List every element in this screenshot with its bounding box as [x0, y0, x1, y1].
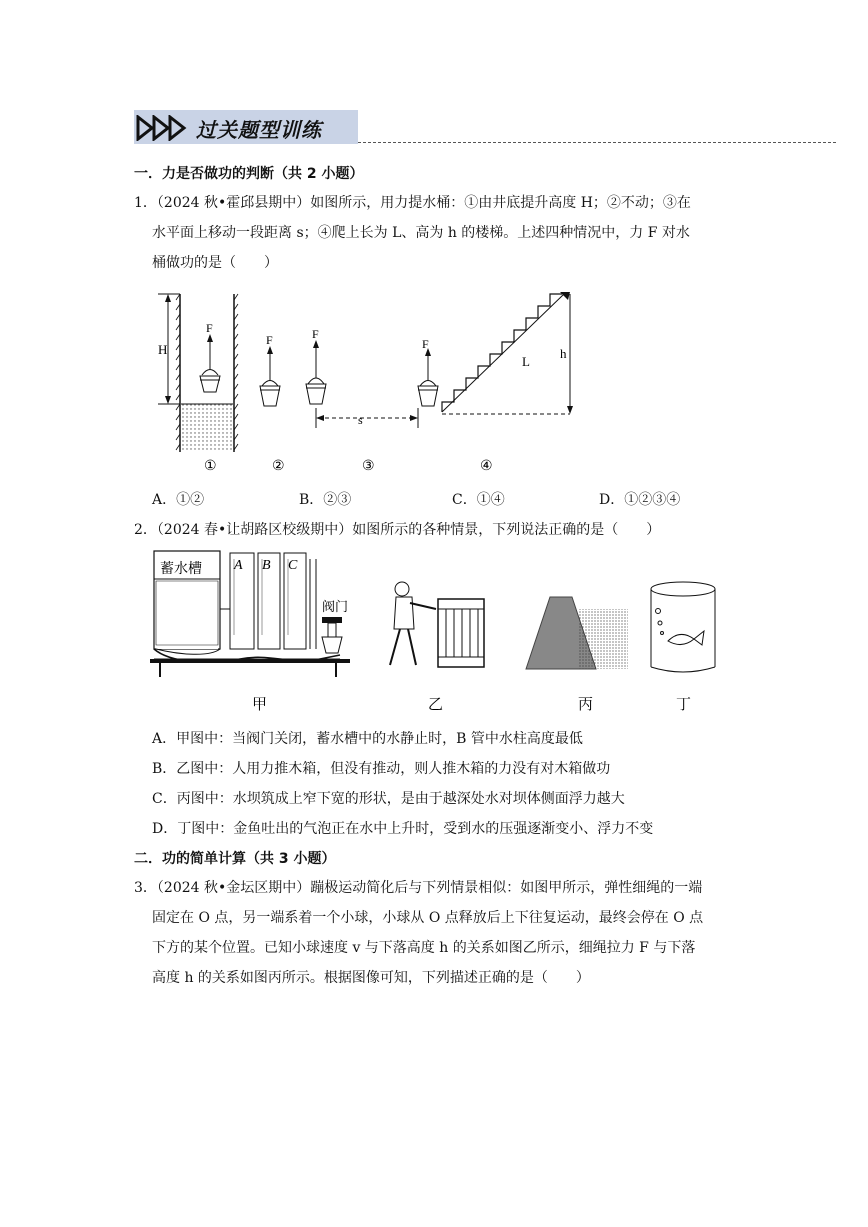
- q2-tank-label: 蓄水槽: [160, 562, 202, 577]
- q2-fig-label-yi: 乙: [428, 697, 444, 713]
- q3-line-1: 3．（2024 秋•金坛区期中）蹦极运动简化后与下列情景相似：如图甲所示，弹性细绳的一端: [134, 880, 703, 896]
- bucket-icon: [260, 346, 280, 406]
- q2-pipe-C: C: [288, 558, 298, 573]
- q2-fig-label-bing: 丙: [578, 697, 594, 713]
- q1-option-a[interactable]: A．①②: [152, 492, 205, 508]
- q1-fig-label-2: ②: [272, 459, 285, 474]
- q1-line-3: 桶做功的是（ ）: [152, 255, 278, 271]
- q3-line-2: 固定在 O 点，另一端系着一个小球，小球从 O 点释放后上下往复运动，最终会停在 O 点: [152, 910, 704, 926]
- svg-text:F: F: [312, 327, 319, 341]
- q2-option-a[interactable]: A．甲图中：当阀门关闭，蓄水槽中的水静止时，B 管中水柱高度最低: [152, 731, 583, 747]
- q2-fig-label-jia: 甲: [252, 697, 268, 713]
- q1-fig-label-1: ①: [204, 459, 217, 474]
- svg-text:F: F: [422, 337, 429, 351]
- q1-line-2: 水平面上移动一段距离 s；④爬上长为 L、高为 h 的楼梯。上述四种情况中，力 F 对水: [152, 225, 690, 241]
- q1-figure: [150, 280, 590, 480]
- bucket-icon: [200, 334, 220, 392]
- q2-valve-label: 阀门: [322, 599, 349, 614]
- q1-label-h: h: [560, 346, 567, 361]
- q1-label-s: s: [358, 413, 363, 427]
- q1-option-d[interactable]: D．①②③④: [599, 492, 681, 508]
- q1-option-b[interactable]: B．②③: [299, 492, 352, 508]
- section-title-2: 二．功的简单计算（共 3 小题）: [134, 851, 336, 867]
- q1-line-1: 1．（2024 秋•霍邱县期中）如图所示，用力提水桶：①由井底提升高度 H；②不动；③在: [134, 195, 691, 211]
- q2-option-d[interactable]: D．丁图中：金鱼吐出的气泡正在水中上升时，受到水的压强逐渐变小、浮力不变: [152, 821, 654, 837]
- divider: [358, 142, 836, 143]
- svg-text:F: F: [266, 333, 273, 347]
- q3-line-3: 下方的某个位置。已知小球速度 v 与下落高度 h 的关系如图乙所示，细绳拉力 F 与下落: [152, 940, 696, 956]
- q1-fig-label-3: ③: [362, 459, 375, 474]
- q2-pipe-A: A: [234, 558, 243, 573]
- q1-label-L: L: [522, 354, 530, 369]
- banner-title: 过关题型训练: [196, 118, 322, 142]
- q1-option-c[interactable]: C．①④: [452, 492, 505, 508]
- q3-line-4: 高度 h 的关系如图丙所示。根据图像可知，下列描述正确的是（ ）: [152, 970, 590, 986]
- q2-figure: [150, 545, 720, 720]
- triple-arrow-icon: [136, 115, 192, 141]
- q2-line: 2．（2024 春•让胡路区校级期中）如图所示的各种情景，下列说法正确的是（ ）: [134, 522, 661, 538]
- q2-fig-label-ding: 丁: [676, 697, 692, 713]
- fish-tank-icon: [651, 582, 715, 672]
- bucket-icon: [306, 340, 326, 404]
- section-title-1: 一．力是否做功的判断（共 2 小题）: [134, 166, 364, 182]
- person-pushing-icon: [390, 582, 436, 665]
- q1-fig-label-4: ④: [480, 459, 493, 474]
- bucket-icon: [418, 348, 438, 406]
- dam-icon: [526, 597, 628, 669]
- svg-text:F: F: [206, 321, 213, 335]
- q1-label-H: H: [158, 342, 168, 357]
- q2-pipe-B: B: [262, 558, 271, 573]
- q2-option-c[interactable]: C．丙图中：水坝筑成上窄下宽的形状，是由于越深处水对坝体侧面浮力越大: [152, 791, 625, 807]
- q2-option-b[interactable]: B．乙图中：人用力推木箱，但没有推动，则人推木箱的力没有对木箱做功: [152, 761, 611, 777]
- wooden-box-icon: [438, 599, 484, 667]
